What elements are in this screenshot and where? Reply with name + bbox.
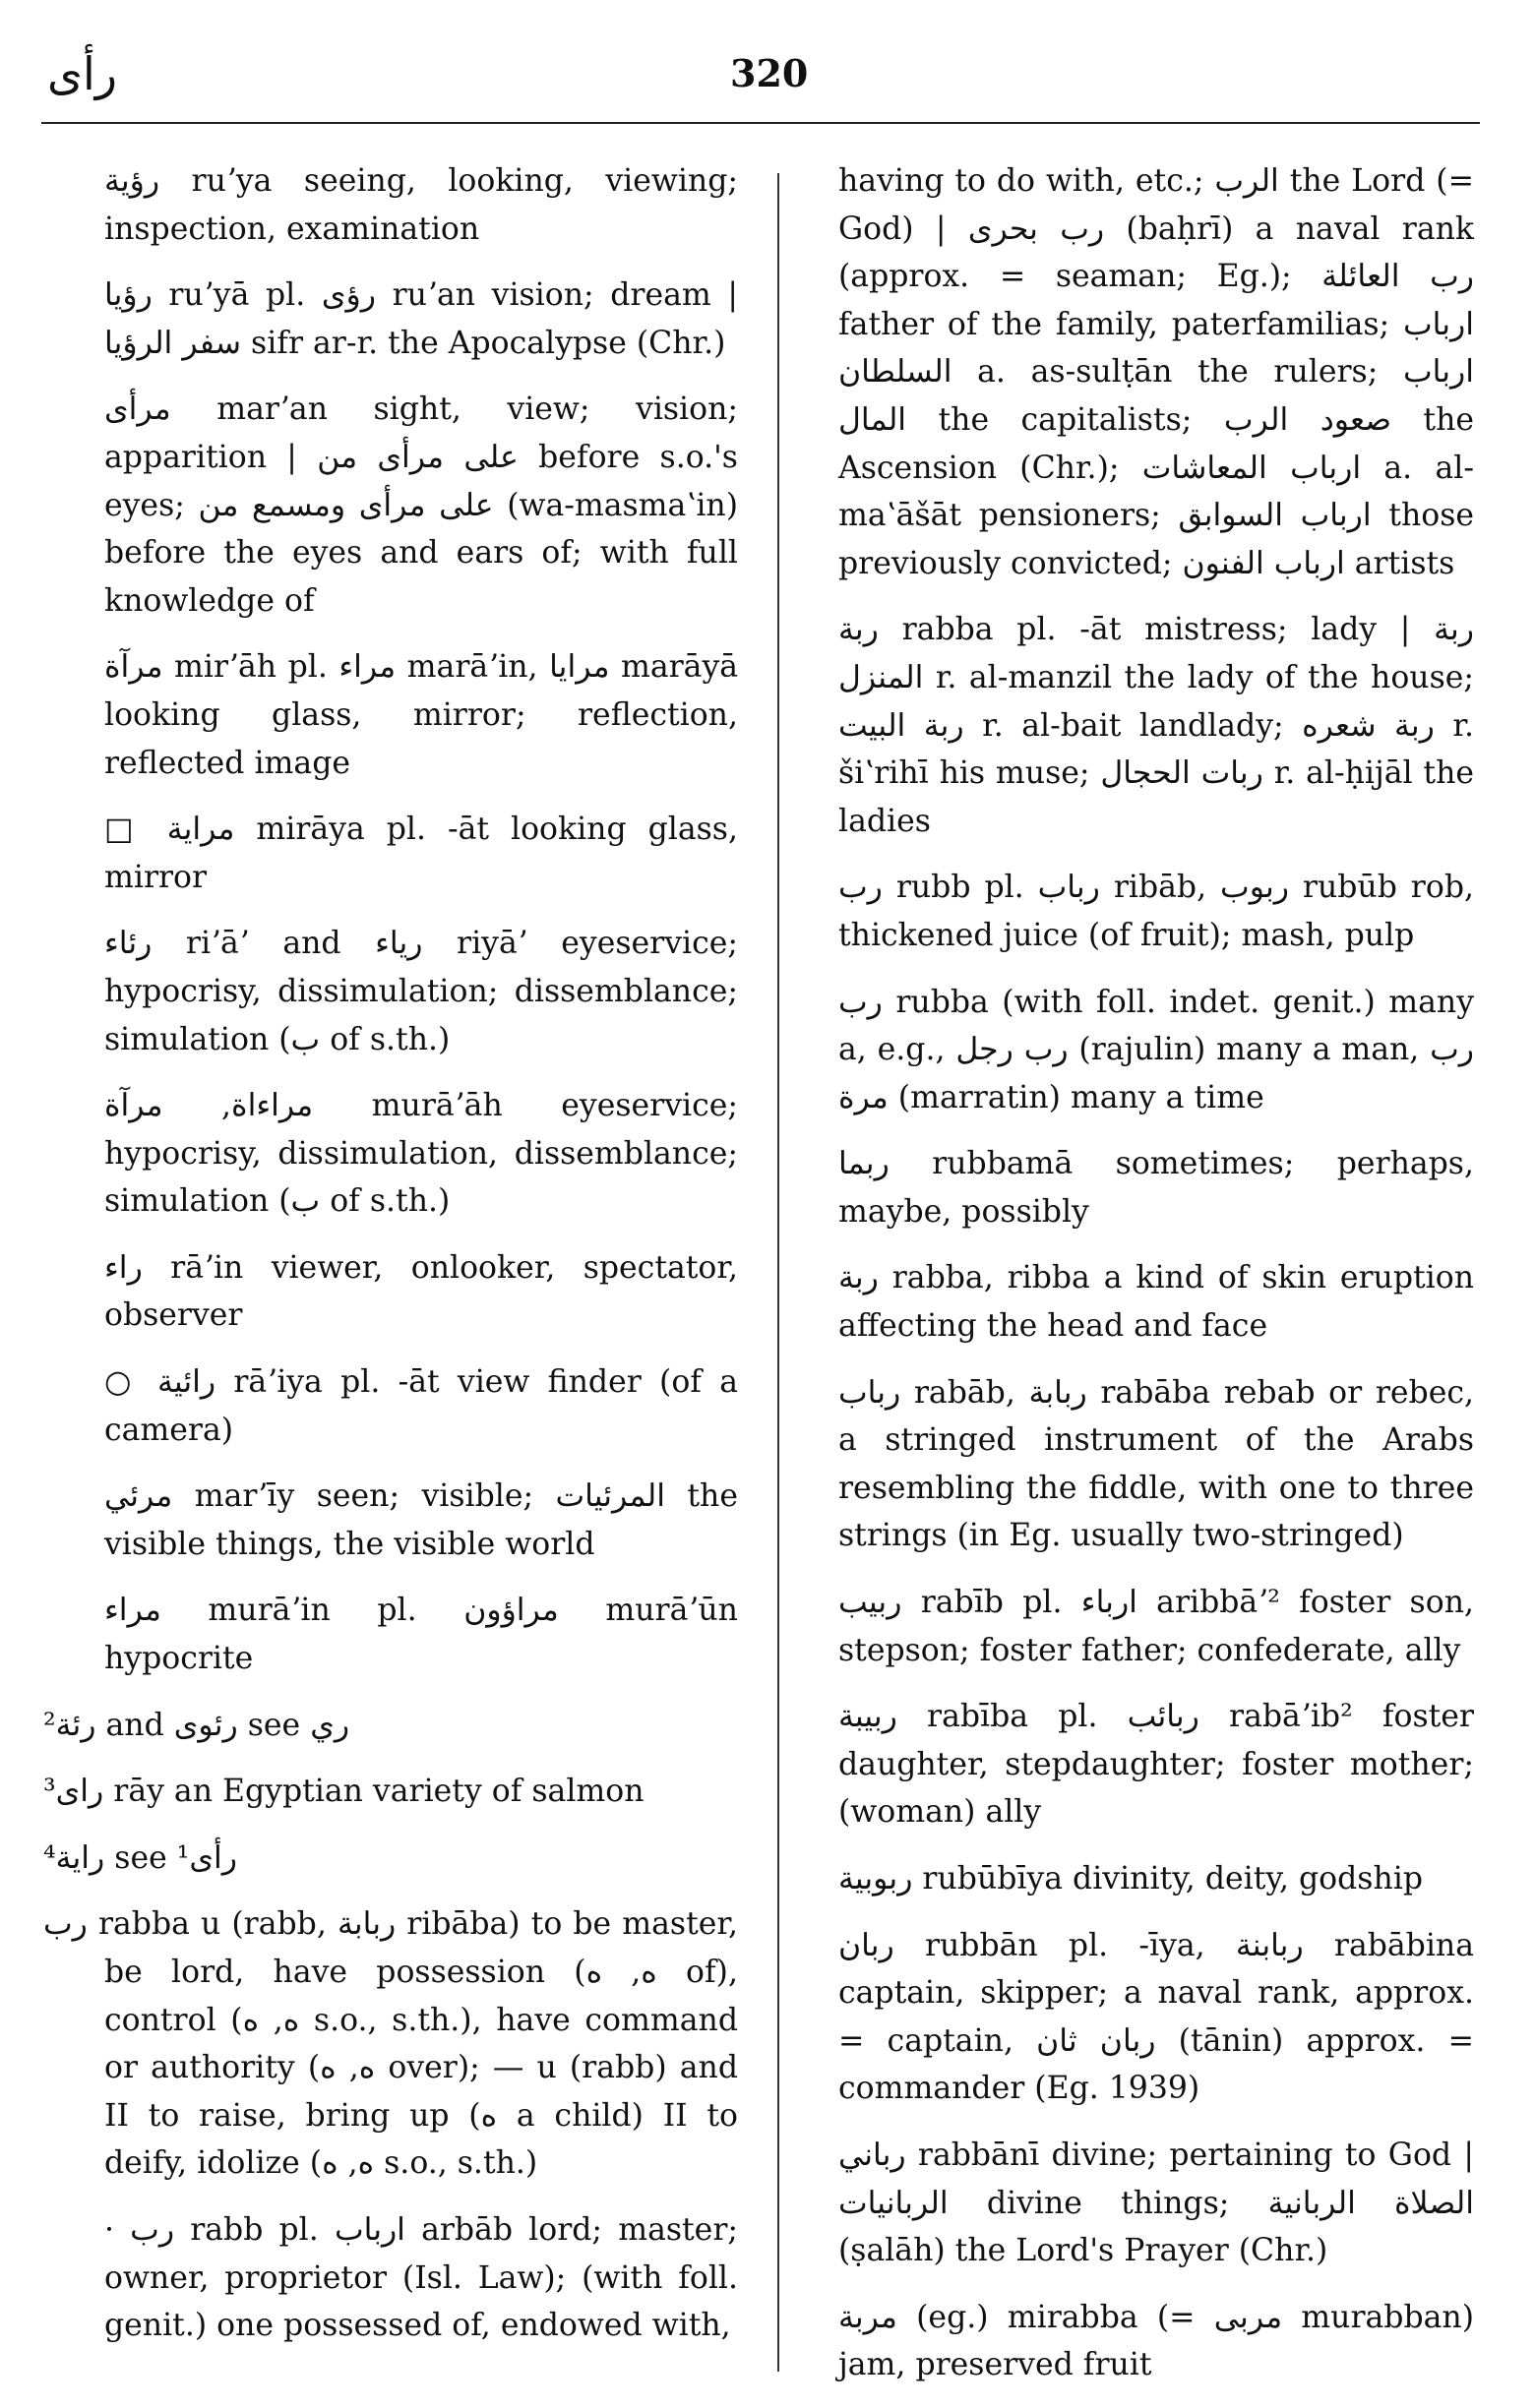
entry: مراءاة, مرآة murāʼāh eyeservice; hypocrisy, dissimulation, dissemblance; simulation (ب of s.th.) [104,1088,739,1220]
left-column [43,157,739,2369]
entry: رباني rabbānī divine; pertaining to God | الربانيات divine things; الصلاة الربانية (ṣalāh) the Lord's Prayer (Chr.) [838,2137,1474,2269]
main-entry: رب rabba u (rabb, ربابة ribāba) to be master, be lord, have possession (ه, ه of), control (ه, ه s.o., s.th.), have command or authority (ه, ه over); — u (rabb) and II to raise, bring up (ه a child) II to deify, idolize (ه, ه s.o., s.th.) [43,1906,739,2182]
main-entry: ⁴راية see ¹رأى [43,1839,237,1876]
main-entry: ²رئة and رئوى see ري [43,1707,350,1743]
header-rule [41,122,1480,124]
entry: مرأى marʼan sight, view; vision; apparition | على مرأى من before s.o.'s eyes; على مرأى ومسمع من (wa-masmaʽin) before the eyes and ears of; with full knowledge of [104,391,738,619]
entry: · رب rabb pl. ارباب arbāb lord; master; owner, proprietor (Isl. Law); (with foll. genit.) one possessed of, endowed with, [104,2211,738,2344]
entry: ○ رائية rāʼiya pl. -āt view finder (of a camera) [104,1364,738,1448]
entry: رؤيا ruʼyā pl. رؤى ruʼan vision; dream | سفر الرؤيا sifr ar-r. the Apocalypse (Chr.) [104,277,739,361]
page-header [0,0,1535,148]
page-number: 320 [730,51,809,95]
entry: رب rubba (with foll. indet. genit.) many a, e.g., رب رجل (rajulin) many a man, رب مرة (marratin) many a time [838,984,1474,1115]
entry: رؤية ruʼya seeing, looking, viewing; inspection, examination [104,163,738,247]
entry: ربة rabba pl. -āt mistress; lady | ربة المنزل r. al-manzil the lady of the house; ربة البيت r. al-bait landlady; ربة شعره r. šiʽrihī his muse; ربات الحجال r. al-ḥijāl the ladies [838,612,1475,839]
header-word: رأى [47,47,117,100]
entry: مرآة mirʼāh pl. مراء marāʼin, مرايا marāyā looking glass, mirror; reflection, reflected image [104,649,739,781]
entry: راء rāʼin viewer, onlooker, spectator, observer [104,1249,738,1334]
entry: ربيبة rabība pl. ربائب rabāʼib² foster daughter, stepdaughter; foster mother; (woman) ally [838,1699,1474,1831]
entry: ربما rubbamā sometimes; perhaps, maybe, possibly [838,1146,1474,1230]
entry: مراء murāʼin pl. مراؤون murāʼūn hypocrite [104,1593,738,1677]
entry: رباب rabāb, ربابة rabāba rebab or rebec, a stringed instrument of the Arabs resembling the fiddle, with one to three strings (in Eg. usually two-stringed) [838,1374,1474,1554]
entry: ربة rabba, ribba a kind of skin eruption affecting the head and face [838,1260,1474,1345]
main-entry: ³راى rāy an Egyptian variety of salmon [43,1774,645,1810]
entry: رئاء riʼāʼ and رياء riyāʼ eyeservice; hypocrisy, dissimulation; dissemblance; simulation (ب of s.th.) [104,926,738,1057]
entry: □ مراية mirāya pl. -āt looking glass, mirror [104,812,738,895]
column-divider [777,173,779,2372]
entry: رب rubb pl. رباب ribāb, ربوب rubūb rob, thickened juice (of fruit); mash, pulp [838,870,1475,953]
entry: ربيب rabīb pl. ارباء aribbāʼ² foster son, stepson; foster father; confederate, ally [838,1585,1474,1668]
entry: ربان rubbān pl. -īya, ربابنة rabābina captain, skipper; a naval rank, approx. = captain, ربان ثان (tānin) approx. = commander (Eg. 1939) [838,1927,1474,2107]
right-column [838,157,1474,2408]
entry: ربوبية rubūbīya divinity, deity, godship [838,1861,1423,1896]
entry: مربة (eg.) mirabba (= مربى murabban) jam, preserved fruit [838,2299,1474,2383]
entry-continuation: having to do with, etc.; الرب the Lord (= God) | رب بحرى (baḥrī) a naval rank (approx. = seaman; Eg.); رب العائلة father of the family, paterfamilias; ارباب السلطان a. as-sulṭān the rulers; ارباب المال the capitalists; صعود الرب the Ascension (Chr.); ارباب المعاشات a. al-maʽāšāt pensioners; ارباب السوابق those previously convicted; ارباب الفنون artists [838,163,1475,581]
entry: مرئي marʼīy seen; visible; المرئيات the visible things, the visible world [104,1478,738,1562]
